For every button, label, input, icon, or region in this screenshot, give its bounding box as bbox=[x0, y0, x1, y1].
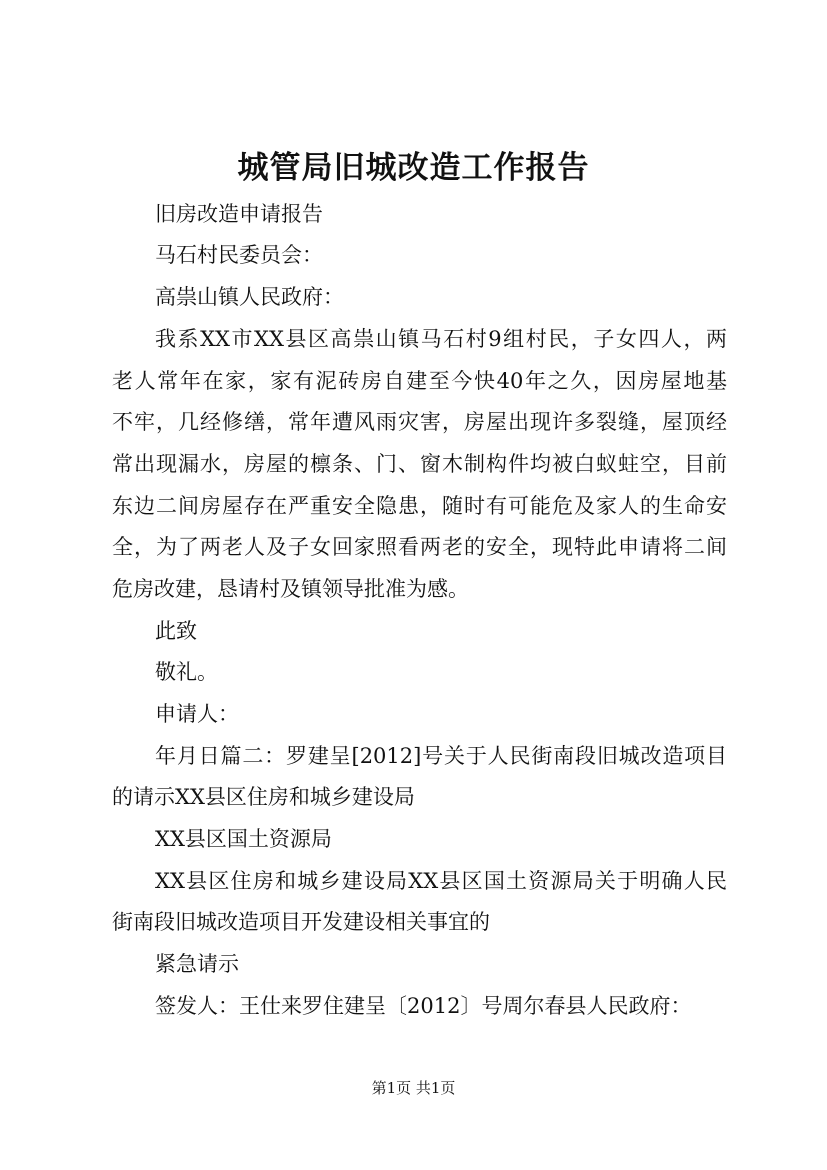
paragraph-line: 高祟山镇人民政府： bbox=[155, 285, 344, 309]
paragraph-line: 紧急请示 bbox=[155, 952, 239, 976]
paragraph-line: 老人常年在家，家有泥砖房自建至今快40年之久，因房屋地基 bbox=[112, 369, 727, 393]
paragraph-line: 街南段旧城改造项目开发建设相关事宜的 bbox=[112, 910, 490, 934]
closing-line: 此致 bbox=[155, 619, 197, 643]
applicant-line: 申请人： bbox=[155, 702, 239, 726]
paragraph-line: 常出现漏水，房屋的檩条、门、窗木制构件均被白蚁蛀空，目前 bbox=[112, 452, 727, 476]
paragraph-line: 马石村民委员会： bbox=[155, 243, 323, 267]
paragraph-line: XX县区住房和城乡建设局XX县区国土资源局关于明确人民 bbox=[155, 869, 727, 893]
document-title: 城管局旧城改造工作报告 bbox=[237, 150, 590, 186]
paragraph-line: 危房改建，恳请村及镇领导批准为感。 bbox=[112, 577, 469, 601]
paragraph-line: 全，为了两老人及子女回家照看两老的安全，现特此申请将二间 bbox=[112, 535, 727, 559]
paragraph-line: 不牢，几经修缮，常年遭风雨灾害，房屋出现许多裂缝，屋顶经 bbox=[112, 410, 727, 434]
signer-line: 签发人：王仕来罗住建呈〔2012〕号周尔春县人民政府： bbox=[155, 994, 692, 1018]
paragraph-line: XX县区国土资源局 bbox=[155, 827, 332, 851]
paragraph-line: 的请示XX县区住房和城乡建设局 bbox=[112, 785, 415, 809]
paragraph-line: 我系XX市XX县区高祟山镇马石村9组村民，子女四人，两 bbox=[155, 327, 727, 351]
paragraph-line: 东边二间房屋存在严重安全隐患，随时有可能危及家人的生命安 bbox=[112, 494, 727, 518]
paragraph-line: 旧房改造申请报告 bbox=[155, 202, 323, 226]
closing-line: 敬礼。 bbox=[155, 660, 218, 684]
page-number: 第1页 共1页 bbox=[371, 1079, 456, 1097]
paragraph-line: 年月日篇二：罗建呈[2012]号关于人民街南段旧城改造项目 bbox=[155, 744, 727, 768]
